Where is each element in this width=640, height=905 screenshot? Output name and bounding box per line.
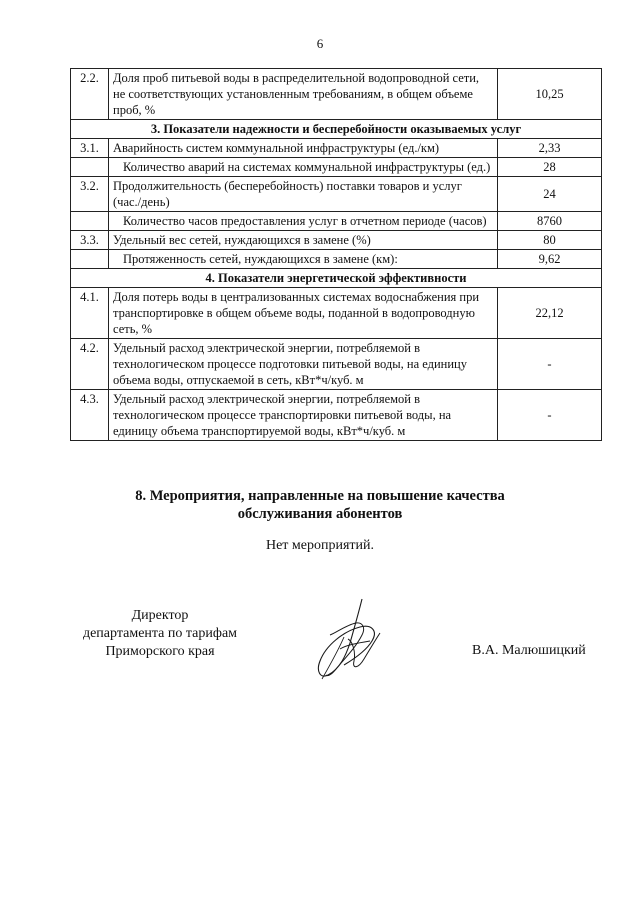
row-number: 4.2. [71,339,109,390]
row-description: Количество часов предоставления услуг в отчетном периоде (часов) [109,212,498,231]
signer-title [70,607,250,661]
row-value: - [498,339,602,390]
signer-title-line: Приморского края [105,644,215,659]
section-title: 3. Показатели надежности и бесперебойности оказываемых услуг [71,120,602,139]
section-title: 4. Показатели энергетической эффективности [71,269,602,288]
row-description: Удельный расход электрической энергии, потребляемой в технологическом процессе транспортировки питьевой воды, на единицу объема транспортируемой воды, кВт*ч/куб. м [109,390,498,441]
table-row [71,139,602,158]
table-row [71,69,602,120]
row-value: 8760 [498,212,602,231]
row-number: 3.3. [71,231,109,250]
table-row [71,250,602,269]
table-row [71,339,602,390]
row-number: 3.1. [71,139,109,158]
table-row [71,212,602,231]
section-row [71,269,602,288]
row-value: 10,25 [498,69,602,120]
row-value: 22,12 [498,288,602,339]
row-number: 3.2. [71,177,109,212]
row-value: 28 [498,158,602,177]
row-description: Доля потерь воды в централизованных системах водоснабжения при транспортировке в общем объеме воды, поданной в водопроводную сеть, % [109,288,498,339]
signature-image [300,595,395,685]
table-row [71,231,602,250]
row-number: 4.3. [71,390,109,441]
row-value: 24 [498,177,602,212]
section-8-heading [0,487,640,523]
signer-title-line: Директор [131,608,189,623]
signer-title-line: департамента по тарифам [82,626,238,641]
row-description: Удельный расход электрической энергии, потребляемой в технологическом процессе подготовки питьевой воды, на единицу объема воды, отпускаемой в сеть, кВт*ч/куб. м [109,339,498,390]
row-description: Доля проб питьевой воды в распределительной водопроводной сети, не соответствующих установленным требованиям, в общем объеме проб, % [109,69,498,120]
section-row [71,120,602,139]
row-description: Протяженность сетей, нуждающихся в замене (км): [109,250,498,269]
no-measures-text: Нет мероприятий. [265,538,375,553]
indicators-table [70,68,602,441]
row-description: Продолжительность (бесперебойность) поставки товаров и услуг (час./день) [109,177,498,212]
row-value: 9,62 [498,250,602,269]
row-value: 2,33 [498,139,602,158]
row-description: Количество аварий на системах коммунальной инфраструктуры (ед.) [109,158,498,177]
row-number [71,212,109,231]
page-number: 6 [316,36,324,51]
heading-line: 8. Мероприятия, направленные на повышение качества [135,488,505,504]
row-description: Аварийность систем коммунальной инфраструктуры (ед./км) [109,139,498,158]
row-value: - [498,390,602,441]
row-number: 4.1. [71,288,109,339]
signer-name: В.А. Малюшицкий [472,643,586,658]
table-row [71,390,602,441]
row-value: 80 [498,231,602,250]
heading-line: обслуживания абонентов [237,506,403,522]
row-description: Удельный вес сетей, нуждающихся в замене (%) [109,231,498,250]
row-number [71,158,109,177]
table-row [71,158,602,177]
row-number: 2.2. [71,69,109,120]
row-number [71,250,109,269]
table-row [71,288,602,339]
table-row [71,177,602,212]
